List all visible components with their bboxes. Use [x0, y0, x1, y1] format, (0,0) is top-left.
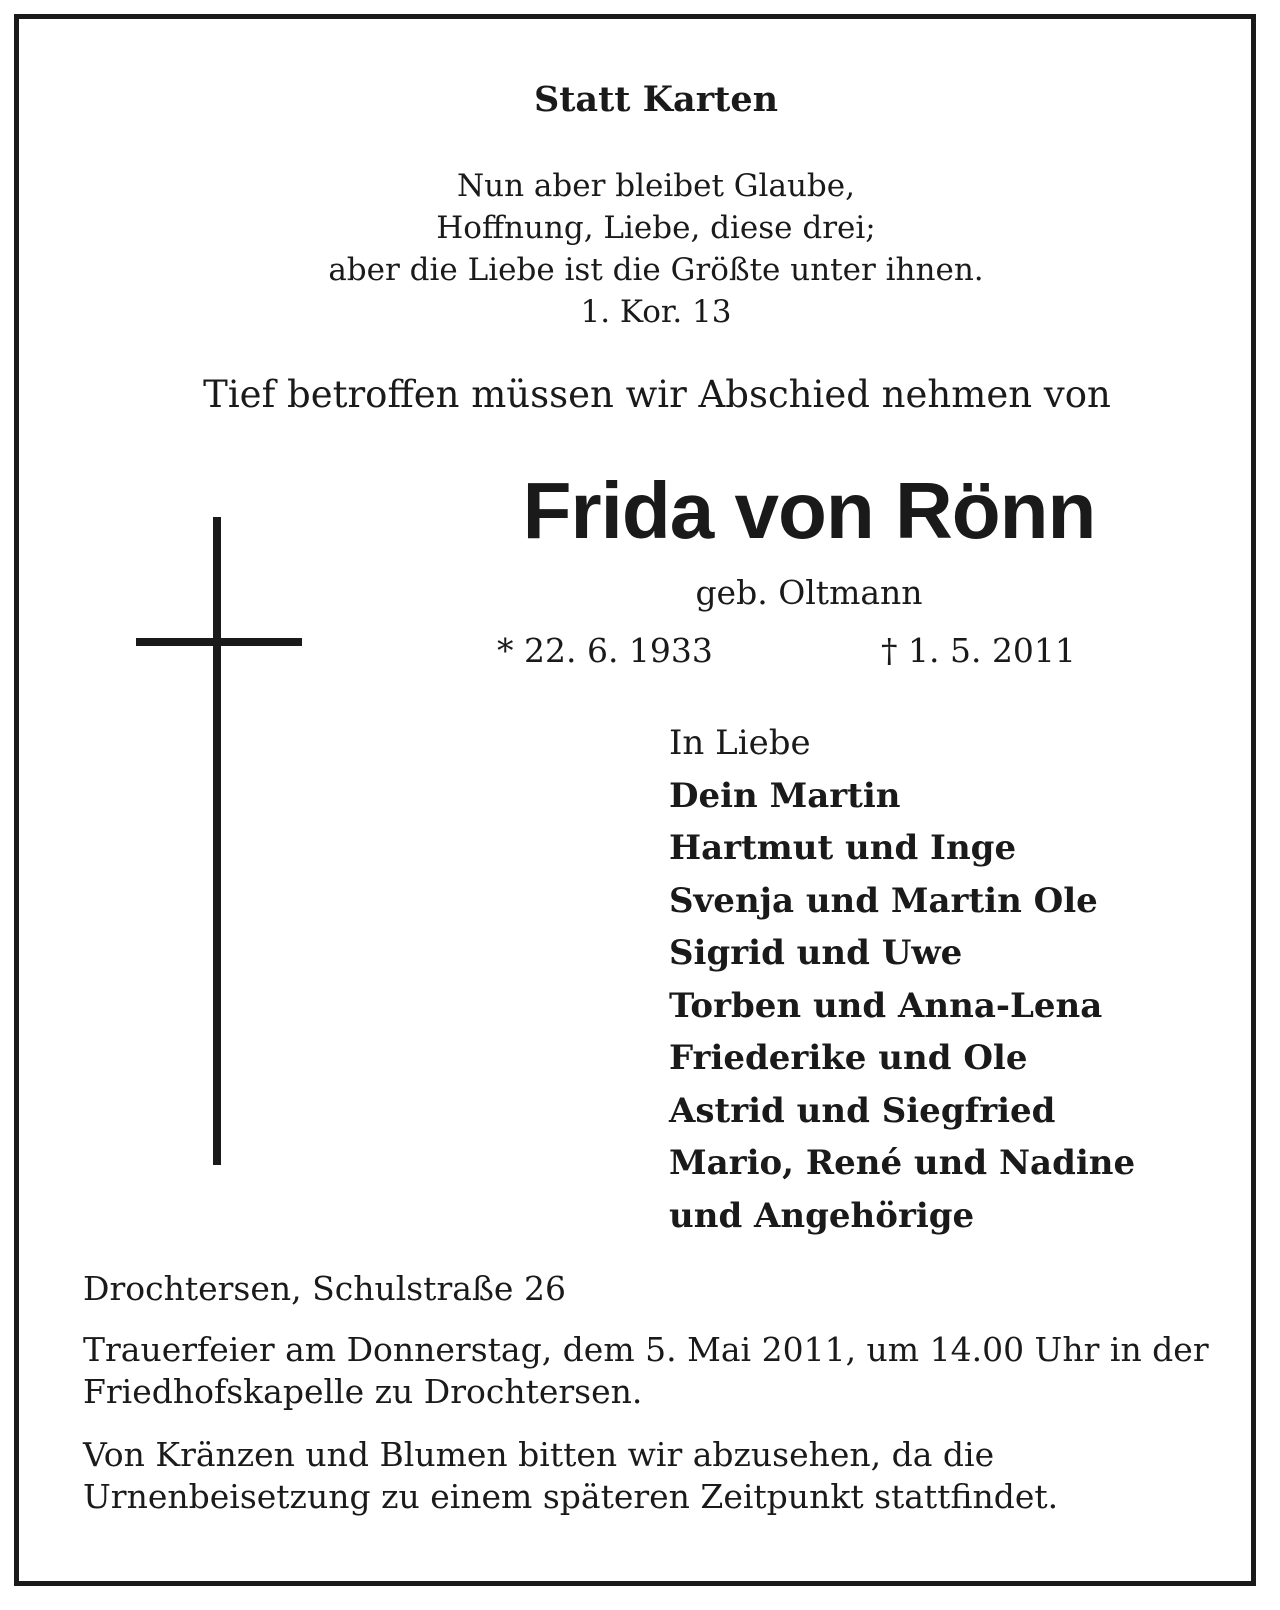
verse-line: Nun aber bleibet Glaube,: [457, 168, 855, 204]
deceased-name: Frida von Rönn: [522, 466, 1096, 555]
list-item: Astrid und Siegfried: [669, 1090, 1056, 1131]
verse-line: Hoffnung, Liebe, diese drei;: [436, 210, 876, 246]
list-item: Sigrid und Uwe: [669, 933, 963, 973]
cross-horizontal-bar: [136, 638, 302, 646]
list-item: und Angehörige: [669, 1195, 975, 1236]
list-item: Dein Martin: [669, 775, 901, 816]
signers-list: [669, 717, 1135, 1242]
flowers-note: Von Kränzen und Blumen bitten wir abzusehen, da die Urnenbeisetzung zu einem späteren Zeitpunkt stattfindet.: [83, 1435, 1059, 1516]
intro-text: Tief betroffen müssen wir Abschied nehmen von: [203, 373, 1111, 416]
list-item: Svenja und Martin Ole: [669, 880, 1098, 921]
birth-name: geb. Oltmann: [695, 573, 923, 612]
list-item: Hartmut und Inge: [669, 828, 1017, 868]
heading: Statt Karten: [533, 79, 779, 120]
verse-line: aber die Liebe ist die Größte unter ihnen.: [328, 252, 984, 288]
verse-reference: 1. Kor. 13: [580, 294, 732, 330]
funeral-info: Trauerfeier am Donnerstag, dem 5. Mai 2011, um 14.00 Uhr in der Friedhofskapelle zu Drochtersen.: [83, 1330, 1209, 1411]
bible-verse: [19, 165, 1280, 333]
list-item: Friederike und Ole: [669, 1038, 1028, 1078]
birth-date: * 22. 6. 1933: [497, 631, 713, 670]
obituary-notice: [14, 14, 1256, 1586]
death-date: † 1. 5. 2011: [881, 631, 1076, 670]
list-item: Torben und Anna-Lena: [669, 985, 1103, 1026]
cross-vertical-bar: [213, 517, 221, 1165]
list-item: Mario, René und Nadine: [669, 1143, 1136, 1183]
signers-lead: In Liebe: [669, 723, 811, 763]
address: Drochtersen, Schulstraße 26: [83, 1269, 566, 1308]
